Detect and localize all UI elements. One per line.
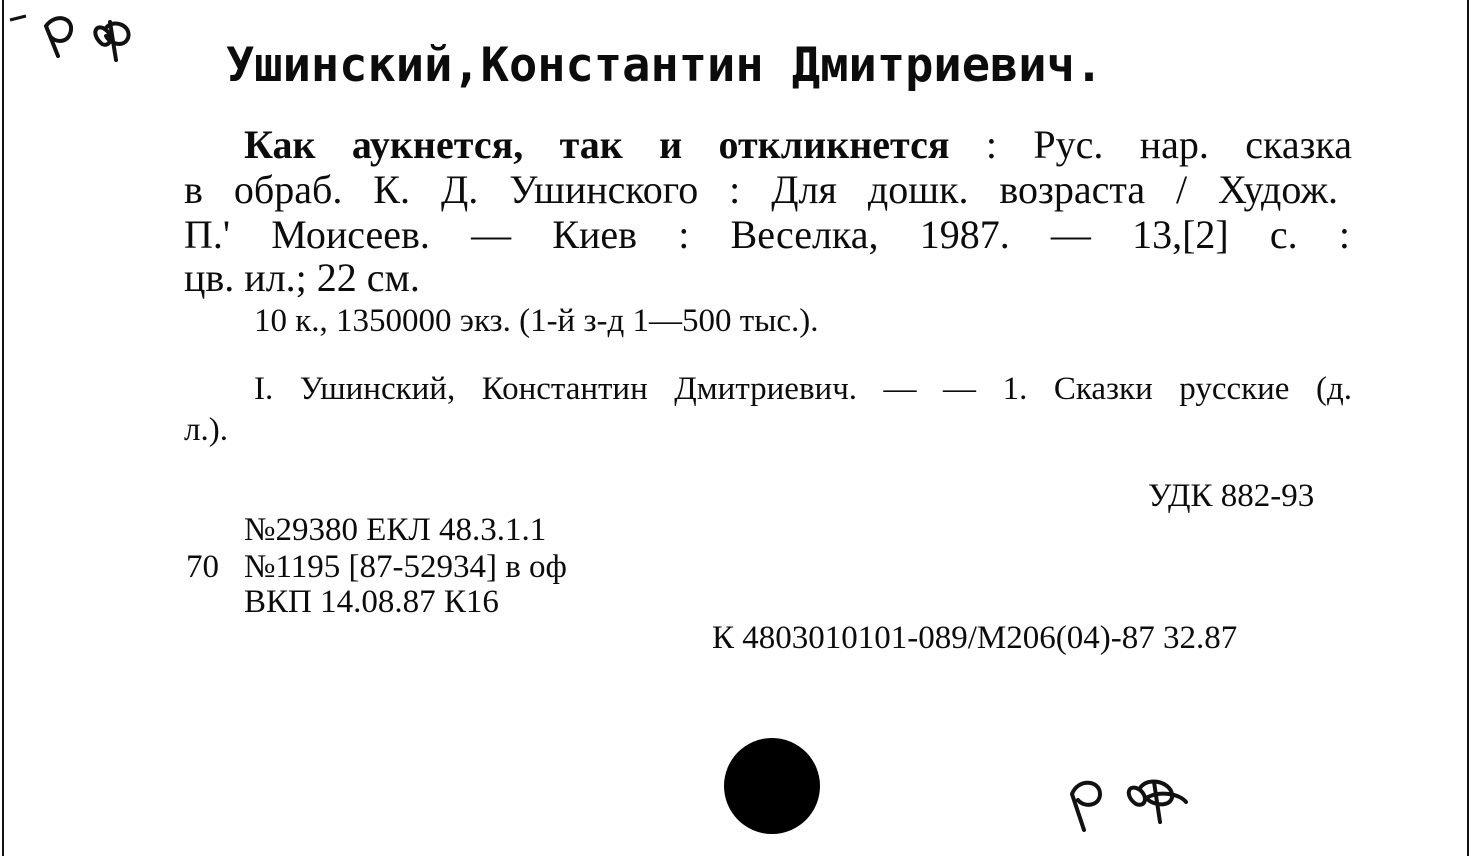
udk-code: УДК 882-93 bbox=[1148, 478, 1315, 514]
ref-line-2-prefix: 70 bbox=[186, 549, 219, 585]
code-line: К 4803010101-089/М206(04)-87 32.87 bbox=[712, 620, 1238, 656]
handwritten-mark-bottom-right bbox=[1060, 760, 1210, 840]
price-circulation-line: 10 к., 1350000 экз. (1-й з-д 1—500 тыс.). bbox=[254, 303, 819, 339]
title-line-1 bbox=[244, 121, 1352, 168]
title-line-3: П.' Моисеев. — Киев : Веселка, 1987. — 13,[2] с. : bbox=[184, 212, 1350, 257]
ref-line-1: №29380 ЕКЛ 48.3.1.1 bbox=[244, 512, 547, 548]
tracing-line-2: л.). bbox=[184, 412, 228, 448]
card-heading: Ушинский,Константин Дмитриевич. bbox=[226, 38, 1104, 93]
title-line-4: цв. ил.; 22 см. bbox=[184, 255, 420, 300]
title-line-2: в обраб. К. Д. Ушинского : Для дошк. возраста / Худож. bbox=[184, 167, 1338, 212]
ref-line-2: №1195 [87-52934] в оф bbox=[244, 549, 567, 585]
handwritten-mark-top-left bbox=[6, 4, 156, 74]
tracing-line-1: I. Ушинский, Константин Дмитриевич. — — 1. Сказки русские (д. bbox=[254, 371, 1352, 407]
card-left-edge bbox=[2, 0, 4, 856]
title-bold: Как аукнется, так и откликнется bbox=[244, 122, 950, 167]
card-right-edge bbox=[1467, 0, 1469, 856]
ref-line-3: ВКП 14.08.87 К16 bbox=[244, 584, 499, 620]
title-line-1-rest: : Рус. нар. сказка bbox=[949, 122, 1352, 167]
punch-hole bbox=[724, 738, 820, 834]
